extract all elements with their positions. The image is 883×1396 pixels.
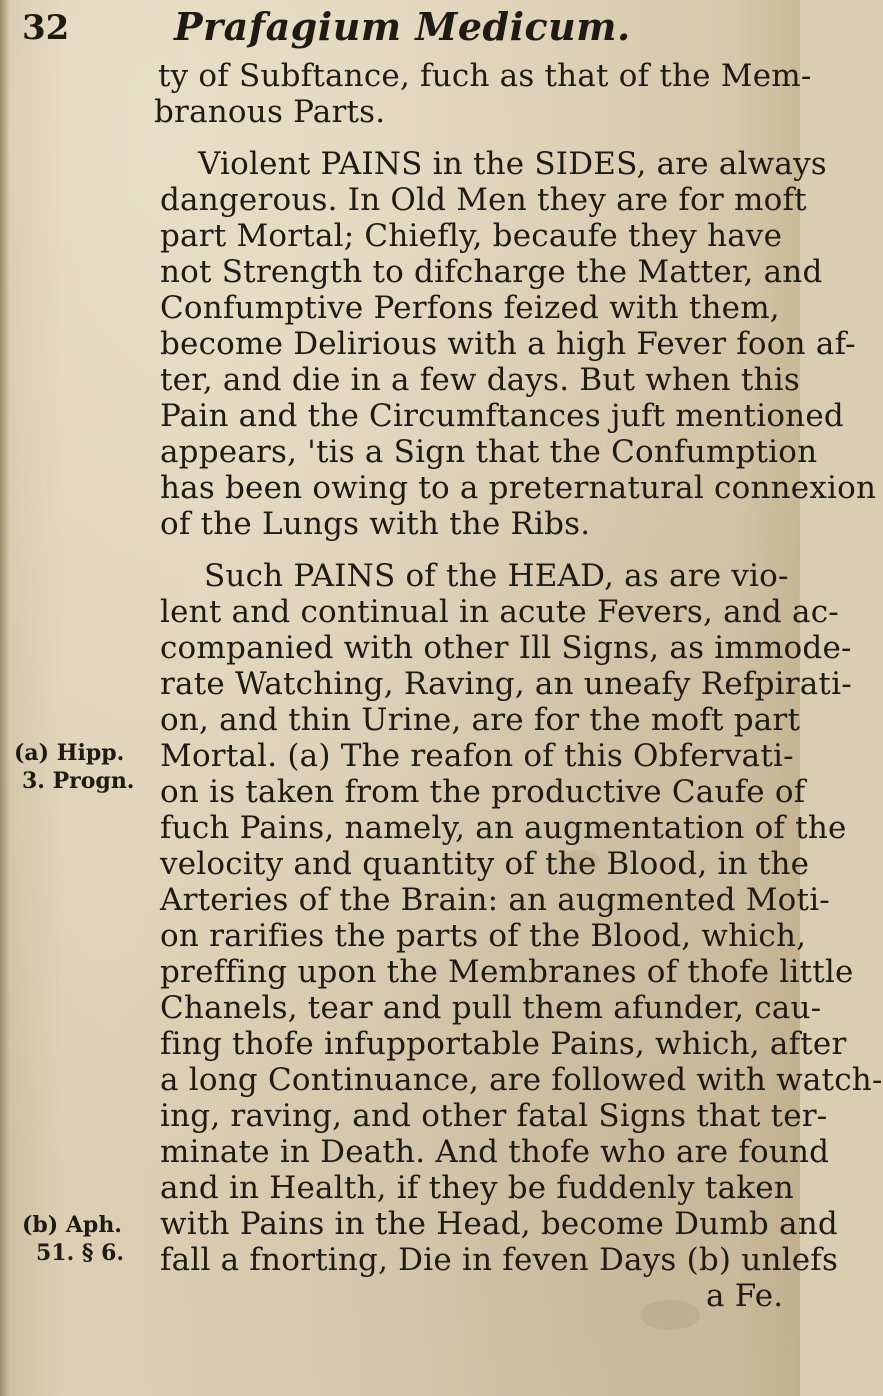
margin-note-aph: (b) Aph.: [22, 1212, 122, 1238]
text-line: Mortal. (a) The reafon of this Obfervati-: [160, 738, 794, 774]
text-line: Confumptive Perfons feized with them,: [160, 290, 780, 326]
text-line: ter, and die in a few days. But when this: [160, 362, 800, 398]
text-line: fing thofe infupportable Pains, which, after: [160, 1026, 847, 1062]
text-line: part Mortal; Chiefly, becaufe they have: [160, 218, 783, 254]
text-line: on, and thin Urine, are for the moft part: [160, 702, 801, 738]
text-line: and in Health, if they be fuddenly taken: [160, 1170, 794, 1206]
margin-note-section: 51. § 6.: [36, 1240, 125, 1266]
text-line: Violent PAINS in the SIDES, are always: [198, 146, 827, 182]
text-line: Chanels, tear and pull them afunder, cau-: [160, 990, 822, 1026]
catchword: a Fe.: [706, 1278, 784, 1314]
text-line: fall a fnorting, Die in feven Days (b) unlefs: [160, 1242, 839, 1278]
text-line: minate in Death. And thofe who are found: [160, 1134, 830, 1170]
text-line: on rarifies the parts of the Blood, which,: [160, 918, 807, 954]
text-line: velocity and quantity of the Blood, in the: [160, 846, 810, 882]
text-line: companied with other Ill Signs, as immode-: [160, 630, 852, 666]
text-line: ing, raving, and other fatal Signs that ter-: [160, 1098, 828, 1134]
text-line: on is taken from the productive Caufe of: [160, 774, 806, 810]
text-line: ty of Subftance, fuch as that of the Mem-: [158, 58, 812, 94]
page-number: 32: [22, 8, 70, 48]
text-line: Pain and the Circumftances juft mentioned: [160, 398, 844, 434]
running-title: Prafagium Medicum.: [174, 4, 631, 49]
margin-note-hipp: (a) Hipp.: [14, 740, 125, 766]
text-line: Arteries of the Brain: an augmented Moti-: [160, 882, 830, 918]
text-line: lent and continual in acute Fevers, and ac-: [160, 594, 839, 630]
text-line: appears, 'tis a Sign that the Confumption: [160, 434, 818, 470]
text-line: become Delirious with a high Fever foon af-: [160, 326, 856, 362]
text-line: fuch Pains, namely, an augmentation of the: [160, 810, 847, 846]
margin-note-progn: 3. Progn.: [22, 768, 135, 794]
text-line: Such PAINS of the HEAD, as are vio-: [204, 558, 789, 594]
text-line: with Pains in the Head, become Dumb and: [160, 1206, 838, 1242]
text-line: rate Watching, Raving, an uneafy Refpirati-: [160, 666, 852, 702]
text-line: dangerous. In Old Men they are for moft: [160, 182, 807, 218]
text-line: not Strength to difcharge the Matter, and: [160, 254, 823, 290]
text-line: a long Continuance, are followed with watch-: [160, 1062, 883, 1098]
text-line: of the Lungs with the Ribs.: [160, 506, 591, 542]
text-line: branous Parts.: [154, 94, 386, 130]
text-line: preffing upon the Membranes of thofe little: [160, 954, 854, 990]
text-line: has been owing to a preternatural connexion: [160, 470, 877, 506]
